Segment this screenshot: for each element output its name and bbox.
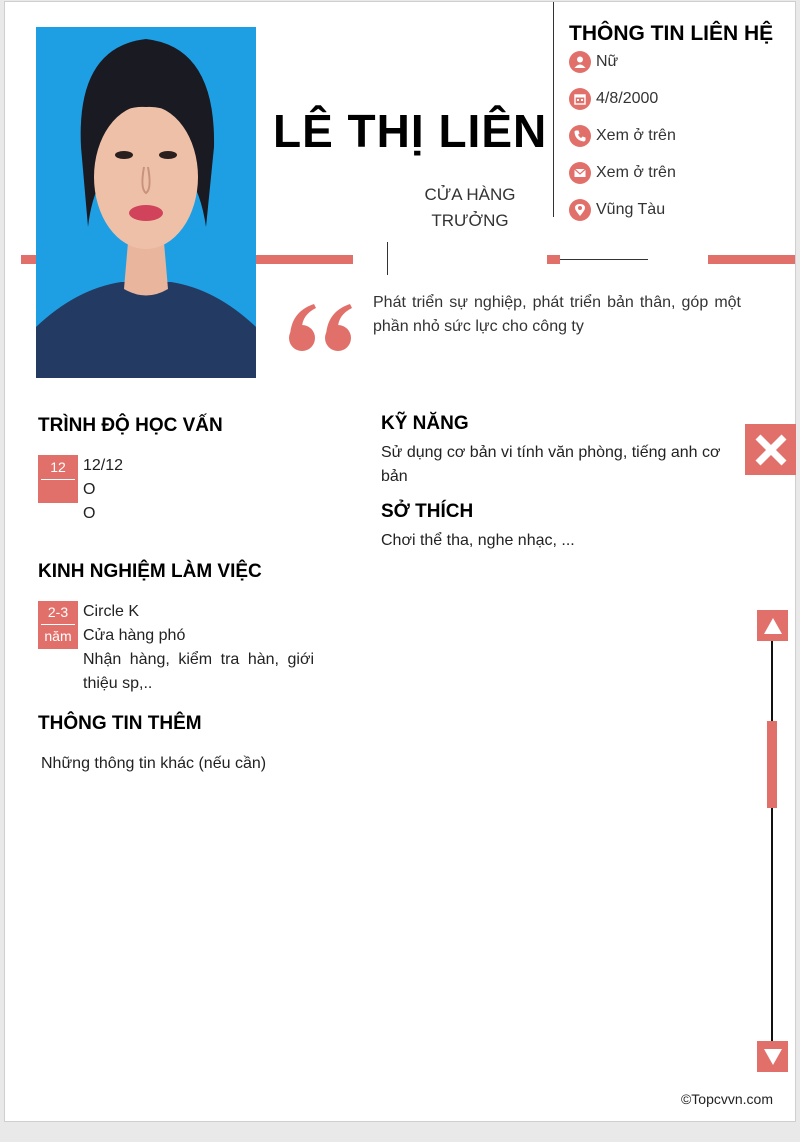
experience-details <box>83 600 314 696</box>
education-heading: TRÌNH ĐỘ HỌC VẤN <box>38 415 223 436</box>
contact-email-value: Xem ở trên <box>596 164 676 181</box>
triangle-up-icon <box>763 617 783 635</box>
education-line: O <box>83 505 96 522</box>
experience-heading: KINH NGHIỆM LÀM VIỆC <box>38 561 262 582</box>
contact-address-value: Vũng Tàu <box>596 201 666 218</box>
phone-icon <box>569 125 591 147</box>
contact-gender-value: Nữ <box>596 53 619 70</box>
contact-gender <box>569 50 618 74</box>
job-title-line-1: CỬA HÀNG <box>424 185 516 204</box>
education-line: 12/12 <box>83 457 124 474</box>
profile-photo <box>36 27 256 378</box>
education-badge <box>38 455 78 503</box>
contact-birthday-value: 4/8/2000 <box>596 90 659 107</box>
contact-address <box>569 198 665 222</box>
thin-rule <box>560 259 648 260</box>
job-title-line-2: TRƯỞNG <box>431 211 509 230</box>
experience-description: Nhận hàng, kiểm tra hàn, giới thiệu sp,.. <box>83 651 314 692</box>
extra-info-text: Những thông tin khác (nếu cần) <box>41 755 267 772</box>
contact-email <box>569 161 676 185</box>
email-icon <box>569 162 591 184</box>
education-line: O <box>83 481 96 498</box>
experience-company: Circle K <box>83 603 140 620</box>
quote-icon <box>288 302 354 359</box>
close-icon <box>753 432 789 468</box>
hobbies-text: Chơi thể tha, nghe nhạc, ... <box>381 532 575 549</box>
education-details <box>83 454 123 526</box>
triangle-down-icon <box>763 1048 783 1066</box>
cv-page <box>4 1 796 1122</box>
location-icon <box>569 199 591 221</box>
contact-phone-value: Xem ở trên <box>596 127 676 144</box>
badge-divider <box>41 479 75 480</box>
accent-bar-right <box>708 255 795 264</box>
scroll-track[interactable] <box>771 641 773 1041</box>
experience-badge-top: 2-3 <box>47 604 69 620</box>
scroll-down-button[interactable] <box>757 1041 788 1072</box>
contact-divider <box>553 2 554 217</box>
contact-heading: THÔNG TIN LIÊN HỆ <box>569 22 774 45</box>
scroll-thumb[interactable] <box>767 721 777 808</box>
experience-badge-bottom: năm <box>44 628 72 644</box>
experience-badge <box>38 601 78 649</box>
full-name: LÊ THỊ LIÊN <box>273 105 548 157</box>
skills-heading: KỸ NĂNG <box>381 413 469 434</box>
person-icon <box>569 51 591 73</box>
accent-bar-middle <box>256 255 353 264</box>
contact-phone <box>569 124 676 148</box>
close-button[interactable] <box>745 424 796 475</box>
calendar-icon <box>569 88 591 110</box>
job-title <box>415 182 525 234</box>
extra-info-heading: THÔNG TIN THÊM <box>38 713 202 734</box>
divider-short <box>387 242 388 275</box>
accent-bar-small <box>547 255 560 264</box>
education-badge-text: 12 <box>50 459 66 475</box>
experience-position: Cửa hàng phó <box>83 627 186 644</box>
career-objective: Phát triển sự nghiệp, phát triển bản thân, góp một phần nhỏ sức lực cho công ty <box>373 294 741 335</box>
hobbies-heading: SỞ THÍCH <box>381 501 474 522</box>
scroll-up-button[interactable] <box>757 610 788 641</box>
copyright: ©Topcvvn.com <box>680 1091 773 1107</box>
contact-birthday <box>569 87 658 111</box>
accent-bar-left <box>21 255 36 264</box>
skills-text: Sử dụng cơ bản vi tính văn phòng, tiếng anh cơ bản <box>381 444 721 485</box>
